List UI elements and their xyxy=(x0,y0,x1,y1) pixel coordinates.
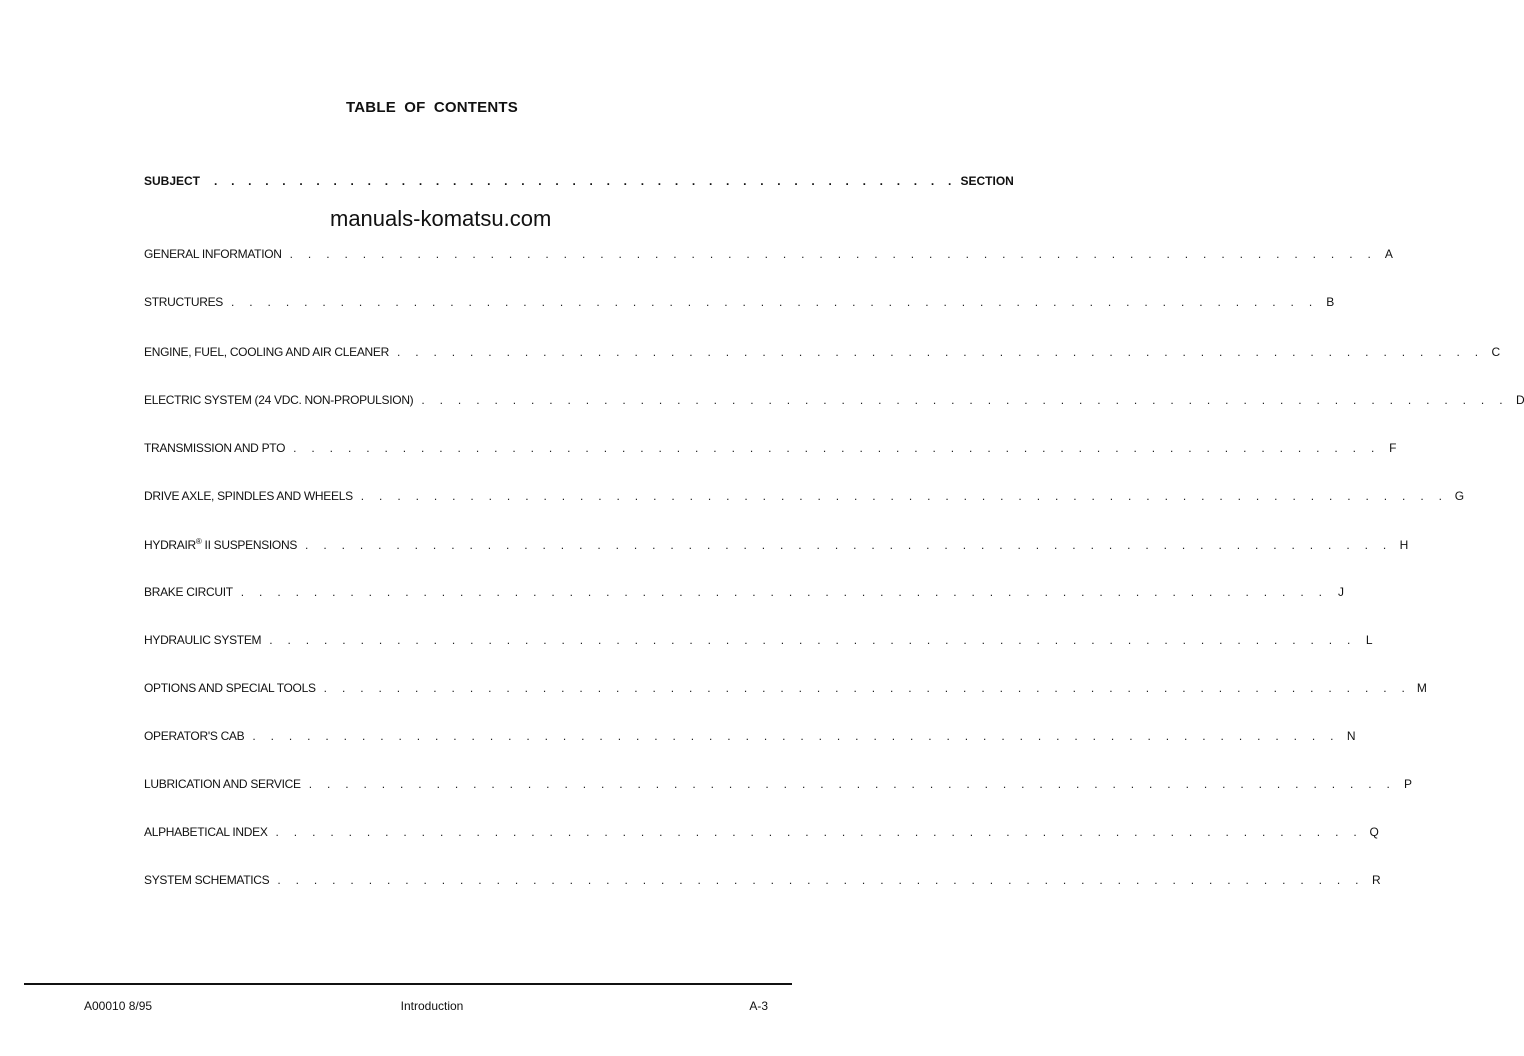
leader-dots: . . . . . . . . . . . . . . . . . . . . . . . . . . . . . . . . . . . . . . . . . . . . xyxy=(214,174,957,188)
leader-dots: . . . . . . . . . . . . . . . . . . . . . . . . . . . . . . . . . . . . . . . . . . . . . . . . . . . . . . . . . . . . xyxy=(305,538,1392,552)
leader-dots: . . . . . . . . . . . . . . . . . . . . . . . . . . . . . . . . . . . . . . . . . . . . . . . . . . . . . . . . . . . . xyxy=(360,489,1448,503)
toc-entry-drive-axle[interactable] xyxy=(144,489,1464,507)
toc-entry-electric-system[interactable] xyxy=(144,393,1524,411)
toc-entry-section: N xyxy=(1346,729,1356,743)
toc-entry-alphabetical-index[interactable] xyxy=(144,825,1379,843)
toc-entry-section: J xyxy=(1338,585,1344,599)
toc-entry-subject: OPERATOR'S CAB xyxy=(144,729,245,743)
toc-entry-section: A xyxy=(1384,247,1393,261)
toc-entry-subject-main: HYDRAIR xyxy=(144,538,196,552)
toc-entry-subject: ELECTRIC SYSTEM (24 VDC. NON-PROPULSION) xyxy=(144,393,414,407)
toc-entry-section: R xyxy=(1371,873,1381,887)
toc-entry-structures[interactable] xyxy=(144,295,1334,313)
toc-entry-brake-circuit[interactable] xyxy=(144,585,1344,603)
footer-page-number: A-3 xyxy=(749,999,768,1013)
toc-entry-system-schematics[interactable] xyxy=(144,873,1381,891)
toc-entry-operators-cab[interactable] xyxy=(144,729,1356,747)
toc-entry-section: G xyxy=(1454,489,1464,503)
subject-column-header: SUBJECT xyxy=(144,174,201,188)
toc-entry-subject: TRANSMISSION AND PTO xyxy=(144,441,286,455)
toc-entry-options-special-tools[interactable] xyxy=(144,681,1427,699)
toc-header xyxy=(144,174,1014,192)
toc-entry-subject-rest: II SUSPENSIONS xyxy=(201,538,298,552)
page-title: TABLE OF CONTENTS xyxy=(346,99,518,116)
toc-entry-subject: GENERAL INFORMATION xyxy=(144,247,282,261)
leader-dots: . . . . . . . . . . . . . . . . . . . . . . . . . . . . . . . . . . . . . . . . . . . . . . . . . . . . . . . . . . . . xyxy=(421,393,1509,407)
watermark: manuals-komatsu.com xyxy=(330,206,552,231)
footer-divider xyxy=(24,983,792,985)
toc-entry-section: M xyxy=(1416,681,1427,695)
toc-entry-section: Q xyxy=(1369,825,1379,839)
toc-entry-subject: DRIVE AXLE, SPINDLES AND WHEELS xyxy=(144,489,353,503)
section-column-header: SECTION xyxy=(960,174,1014,188)
leader-dots: . . . . . . . . . . . . . . . . . . . . . . . . . . . . . . . . . . . . . . . . . . . . . . . . . . . . . . . . . . . . xyxy=(323,681,1411,695)
toc-entry-section: L xyxy=(1365,633,1373,647)
toc-entry-subject: LUBRICATION AND SERVICE xyxy=(144,777,301,791)
registered-mark: ® xyxy=(195,537,202,546)
toc-entry-subject: ENGINE, FUEL, COOLING AND AIR CLEANER xyxy=(144,345,389,359)
leader-dots: . . . . . . . . . . . . . . . . . . . . . . . . . . . . . . . . . . . . . . . . . . . . . . . . . . . . . . . . . . . . xyxy=(289,247,1377,261)
toc-entry-general-information[interactable] xyxy=(144,247,1393,265)
footer-chapter-title: Introduction xyxy=(400,999,464,1013)
toc-entry-subject: STRUCTURES xyxy=(144,295,224,309)
toc-entry-section: B xyxy=(1326,295,1334,309)
toc-entry-subject: SYSTEM SCHEMATICS xyxy=(144,873,270,887)
toc-entry-section: C xyxy=(1491,345,1500,359)
toc-entry-transmission[interactable] xyxy=(144,441,1397,459)
toc-entry-section: D xyxy=(1515,393,1524,407)
toc-entry-hydraulic-system[interactable] xyxy=(144,633,1373,651)
toc-entry-subject: ALPHABETICAL INDEX xyxy=(144,825,268,839)
toc-entry-section: F xyxy=(1389,441,1397,455)
leader-dots: . . . . . . . . . . . . . . . . . . . . . . . . . . . . . . . . . . . . . . . . . . . . . . . . . . . . . . . . . . . . xyxy=(231,295,1318,309)
toc-entry-section: H xyxy=(1399,538,1408,552)
toc-entry-subject xyxy=(144,537,297,552)
leader-dots: . . . . . . . . . . . . . . . . . . . . . . . . . . . . . . . . . . . . . . . . . . . . . . . . . . . . . . . . . . . . xyxy=(308,777,1396,791)
toc-entry-engine[interactable] xyxy=(144,345,1500,363)
toc-entry-subject: OPTIONS AND SPECIAL TOOLS xyxy=(144,681,316,695)
toc-entry-lubrication-service[interactable] xyxy=(144,777,1412,795)
leader-dots: . . . . . . . . . . . . . . . . . . . . . . . . . . . . . . . . . . . . . . . . . . . . . . . . . . . . . . . . . . . . xyxy=(396,345,1484,359)
leader-dots: . . . . . . . . . . . . . . . . . . . . . . . . . . . . . . . . . . . . . . . . . . . . . . . . . . . . . . . . . . . . xyxy=(293,441,1381,455)
toc-entry-section: P xyxy=(1403,777,1412,791)
leader-dots: . . . . . . . . . . . . . . . . . . . . . . . . . . . . . . . . . . . . . . . . . . . . . . . . . . . . . . . . . . . . xyxy=(252,729,1340,743)
leader-dots: . . . . . . . . . . . . . . . . . . . . . . . . . . . . . . . . . . . . . . . . . . . . . . . . . . . . . . . . . . . . xyxy=(277,873,1365,887)
leader-dots: . . . . . . . . . . . . . . . . . . . . . . . . . . . . . . . . . . . . . . . . . . . . . . . . . . . . . . . . . . . . xyxy=(240,585,1328,599)
footer-document-code: A00010 8/95 xyxy=(84,999,153,1013)
leader-dots: . . . . . . . . . . . . . . . . . . . . . . . . . . . . . . . . . . . . . . . . . . . . . . . . . . . . . . . . . . . . xyxy=(269,633,1357,647)
toc-entry-hydrair-suspensions[interactable] xyxy=(144,537,1408,555)
toc-entry-subject: HYDRAULIC SYSTEM xyxy=(144,633,262,647)
toc-entry-subject: BRAKE CIRCUIT xyxy=(144,585,233,599)
leader-dots: . . . . . . . . . . . . . . . . . . . . . . . . . . . . . . . . . . . . . . . . . . . . . . . . . . . . . . . . . . . . xyxy=(275,825,1363,839)
